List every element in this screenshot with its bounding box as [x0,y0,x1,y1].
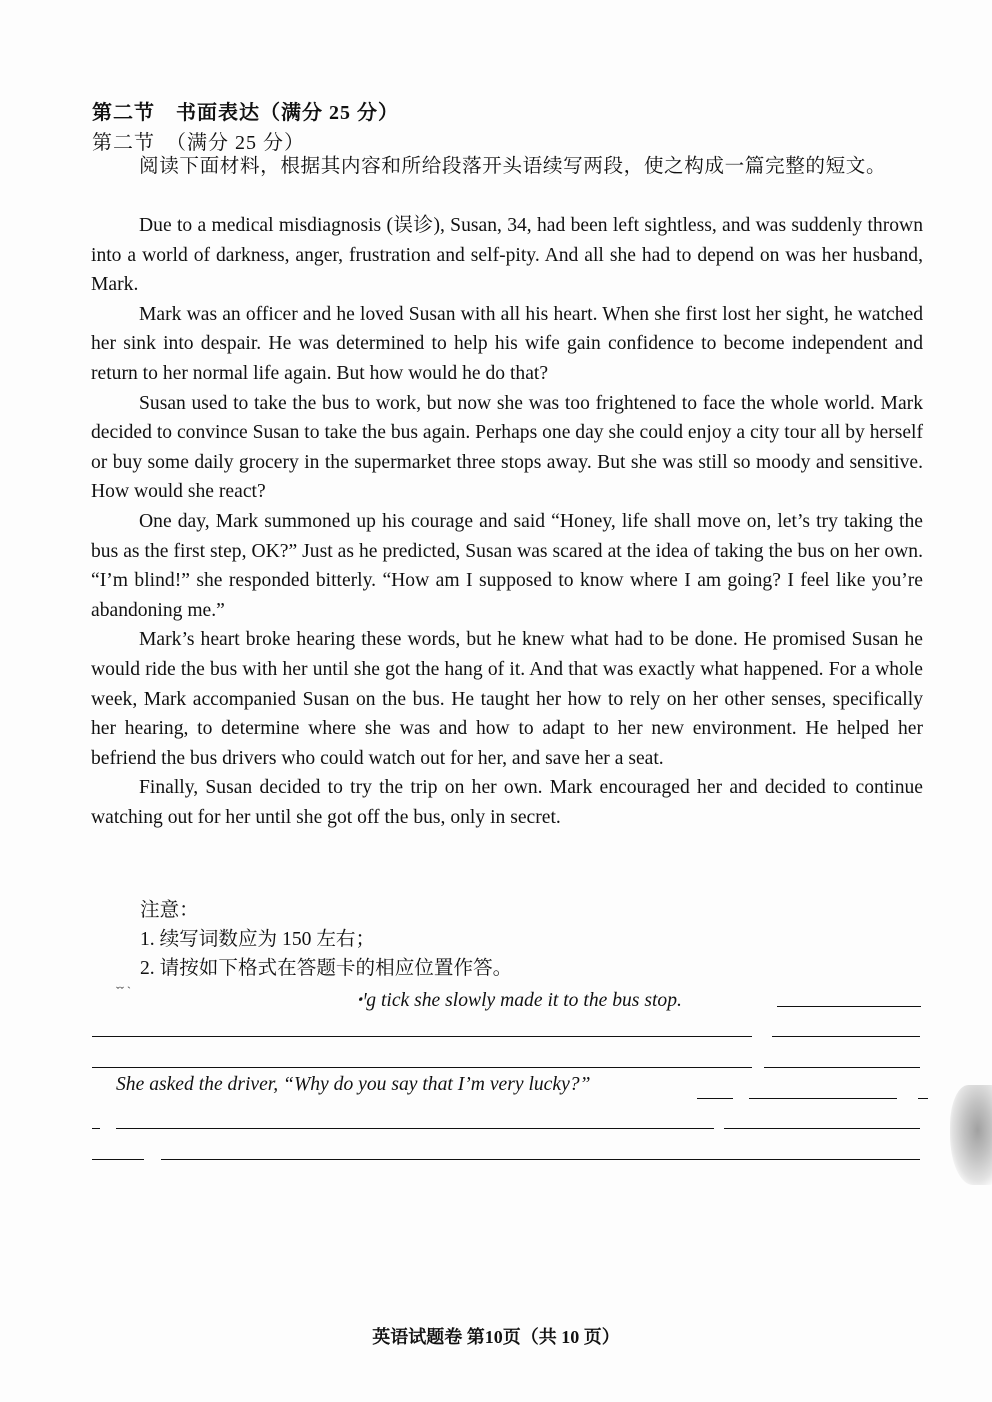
passage-paragraph: One day, Mark summoned up his courage and said “Honey, life shall move on, let’s try taking the bus as the first step, OK?” Just as he predicted, Susan was scared at the idea of taking the bus on her own. “I’m blind!” she responded bitterly. “How am I supposed to know where I am going? I feel like you’re abandoning me.” [91,510,923,621]
instructions [91,152,923,182]
answer-line[interactable] [749,1098,897,1099]
answer-line[interactable] [92,1128,100,1129]
notes-label: 注意： [140,900,199,921]
notes-block [140,896,512,983]
scan-mark: ˇˇ ˋ [116,984,131,998]
instructions-text: 阅读下面材料，根据其内容和所给段落开头语续写两段，使之构成一篇完整的短文。 [139,156,887,177]
answer-line[interactable] [724,1128,920,1129]
answer-line[interactable] [764,1067,920,1068]
answer-line[interactable] [92,1159,144,1160]
note-item: 2. 请按如下格式在答题卡的相应位置作答。 [140,958,513,979]
answer-line[interactable] [777,1006,921,1007]
passage-paragraph: Finally, Susan decided to try the trip on her own. Mark encouraged her and decided to continue watching out for her until she got off the bus, only in secret. [91,777,923,828]
answer-line[interactable] [772,1036,920,1037]
answer-line[interactable] [92,1036,752,1037]
scan-smudge [950,1085,992,1185]
story-passage [91,211,923,832]
passage-paragraph: Due to a medical misdiagnosis (误诊), Susan, 34, had been left sightless, and was suddenly thrown into a world of darkness, anger, frustration and self-pity. And all she had to depend on was her husband, Mark. [91,215,923,296]
passage-paragraph: Mark was an officer and he loved Susan with all his heart. When she first lost her sight, he watched her sink into despair. He was determined to help his wife gain confidence to become independent and return to her normal life again. But how would he do that? [91,303,923,384]
continuation-prompt-2: She asked the driver, “Why do you say that I’m very lucky?” [116,1074,591,1095]
page-footer: 英语试题卷 第10页（共 10 页） [372,1327,620,1347]
answer-line[interactable] [918,1098,928,1099]
answer-line[interactable] [116,1128,714,1129]
answer-line[interactable] [92,1067,752,1068]
continuation-prompt-1: ꞏꞌg tick she slowly made it to the bus stop. [356,990,682,1011]
passage-paragraph: Susan used to take the bus to work, but now she was too frightened to face the whole world. Mark decided to convince Susan to take the bus again. Perhaps one day she could enjoy a city tour all by herself or buy some daily grocery in the supermarket three stops away. But she was still so moody and sensitive. How would she react? [91,392,923,503]
answer-line[interactable] [697,1098,733,1099]
section-subtitle: 第二节 （满分 25 分） [92,132,305,154]
section-title: 第二节 书面表达（满分 25 分） [92,102,399,124]
note-item: 1. 续写词数应为 150 左右； [140,929,376,950]
answer-line[interactable] [161,1159,920,1160]
passage-paragraph: Mark’s heart broke hearing these words, but he knew what had to be done. He promised Susan he would ride the bus with her until she got the hang of it. And that was exactly what happened. For a whole week, Mark accompanied Susan on the bus. He taught her how to rely on her other senses, specifically her hearing, to determine where she was and how to adapt to her new environment. He helped her befriend the bus drivers who could watch out for her, and save her a seat. [91,629,923,769]
